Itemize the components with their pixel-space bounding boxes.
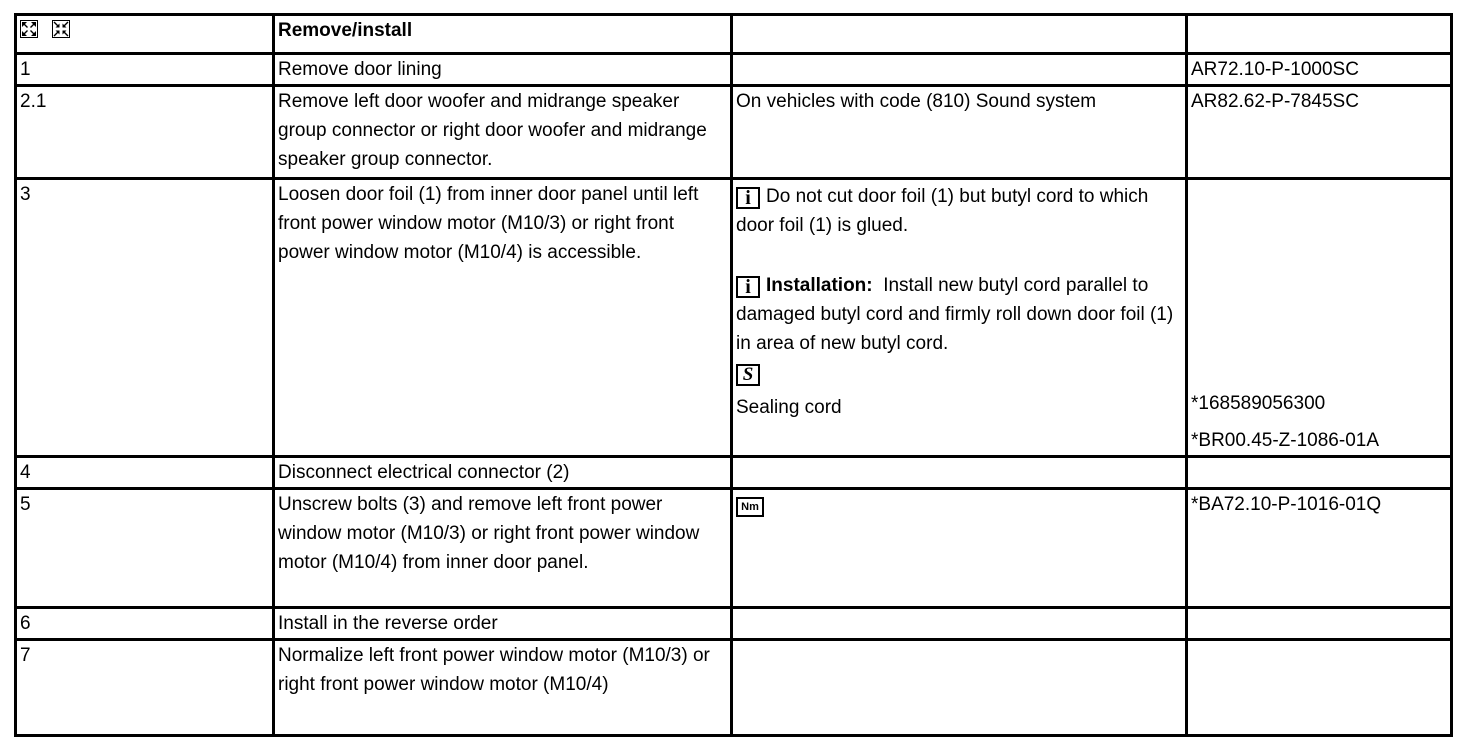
part-figure-link[interactable]: *BR00.45-Z-1086-01A [1191, 430, 1379, 451]
step-reference [1187, 640, 1452, 736]
step-number: 1 [16, 54, 274, 86]
step-notes: On vehicles with code (810) Sound system [732, 86, 1187, 179]
step-action: Remove left door woofer and midrange speaker group connector or right door woofer and midrange speaker group connector. [274, 86, 732, 179]
step-notes [732, 608, 1187, 640]
step-number: 5 [16, 489, 274, 608]
step-action: Loosen door foil (1) from inner door panel until left front power window motor (M10/3) or right front power window motor (M10/4) is accessible. [274, 179, 732, 457]
expand-icon[interactable] [20, 20, 38, 38]
step-number: 7 [16, 640, 274, 736]
step-notes-cell [732, 179, 1187, 457]
note-text: Do not cut door foil (1) but butyl cord to which door foil (1) is glued. [736, 186, 1149, 236]
note-installation [736, 269, 1182, 358]
info-icon: i [736, 187, 760, 209]
table-row [16, 54, 1452, 86]
collapse-icon[interactable] [52, 20, 70, 38]
note-label: Installation: [766, 275, 873, 296]
step-reference [1187, 457, 1452, 489]
tool-icon-line [736, 358, 1182, 389]
step-action: Normalize left front power window motor (M10/3) or right front power window motor (M10/4) [274, 640, 732, 736]
table-row [16, 489, 1452, 608]
step-notes-cell [732, 489, 1187, 608]
step-reference-link[interactable]: AR72.10-P-1000SC [1187, 54, 1452, 86]
sealing-tool-icon: S [736, 364, 760, 386]
step-reference-link[interactable]: AR82.62-P-7845SC [1187, 86, 1452, 179]
step-notes [732, 54, 1187, 86]
step-reference-link[interactable]: *BA72.10-P-1016-01Q [1187, 489, 1452, 608]
table-row [16, 86, 1452, 179]
table-row [16, 640, 1452, 736]
step-reference-cell [1187, 179, 1452, 457]
step-number: 4 [16, 457, 274, 489]
header-reference-cell [1187, 15, 1452, 54]
note-warning [736, 180, 1182, 240]
step-action: Install in the reverse order [274, 608, 732, 640]
header-title [274, 15, 732, 54]
header-title-text: Remove/install [278, 20, 413, 41]
note-text: Install new butyl cord parallel to damaged butyl cord and firmly roll down door foil (1) in area of new butyl cord. [736, 275, 1174, 354]
header-icons-cell [16, 15, 274, 54]
part-number-link[interactable]: *168589056300 [1191, 393, 1326, 414]
info-icon: i [736, 276, 760, 298]
step-number: 2.1 [16, 86, 274, 179]
table-row [16, 179, 1452, 457]
step-notes [732, 640, 1187, 736]
step-number: 6 [16, 608, 274, 640]
step-notes [732, 457, 1187, 489]
step-number: 3 [16, 179, 274, 457]
table-row [16, 457, 1452, 489]
step-action: Disconnect electrical connector (2) [274, 457, 732, 489]
step-reference [1187, 608, 1452, 640]
header-notes-cell [732, 15, 1187, 54]
torque-icon[interactable]: Nm [736, 497, 764, 517]
table-header-row [16, 15, 1452, 54]
step-action: Unscrew bolts (3) and remove left front power window motor (M10/3) or right front power window motor (M10/4) from inner door panel. [274, 489, 732, 608]
table-row [16, 608, 1452, 640]
step-action: Remove door lining [274, 54, 732, 86]
procedure-table [14, 13, 1453, 737]
tool-label: Sealing cord [736, 397, 842, 418]
